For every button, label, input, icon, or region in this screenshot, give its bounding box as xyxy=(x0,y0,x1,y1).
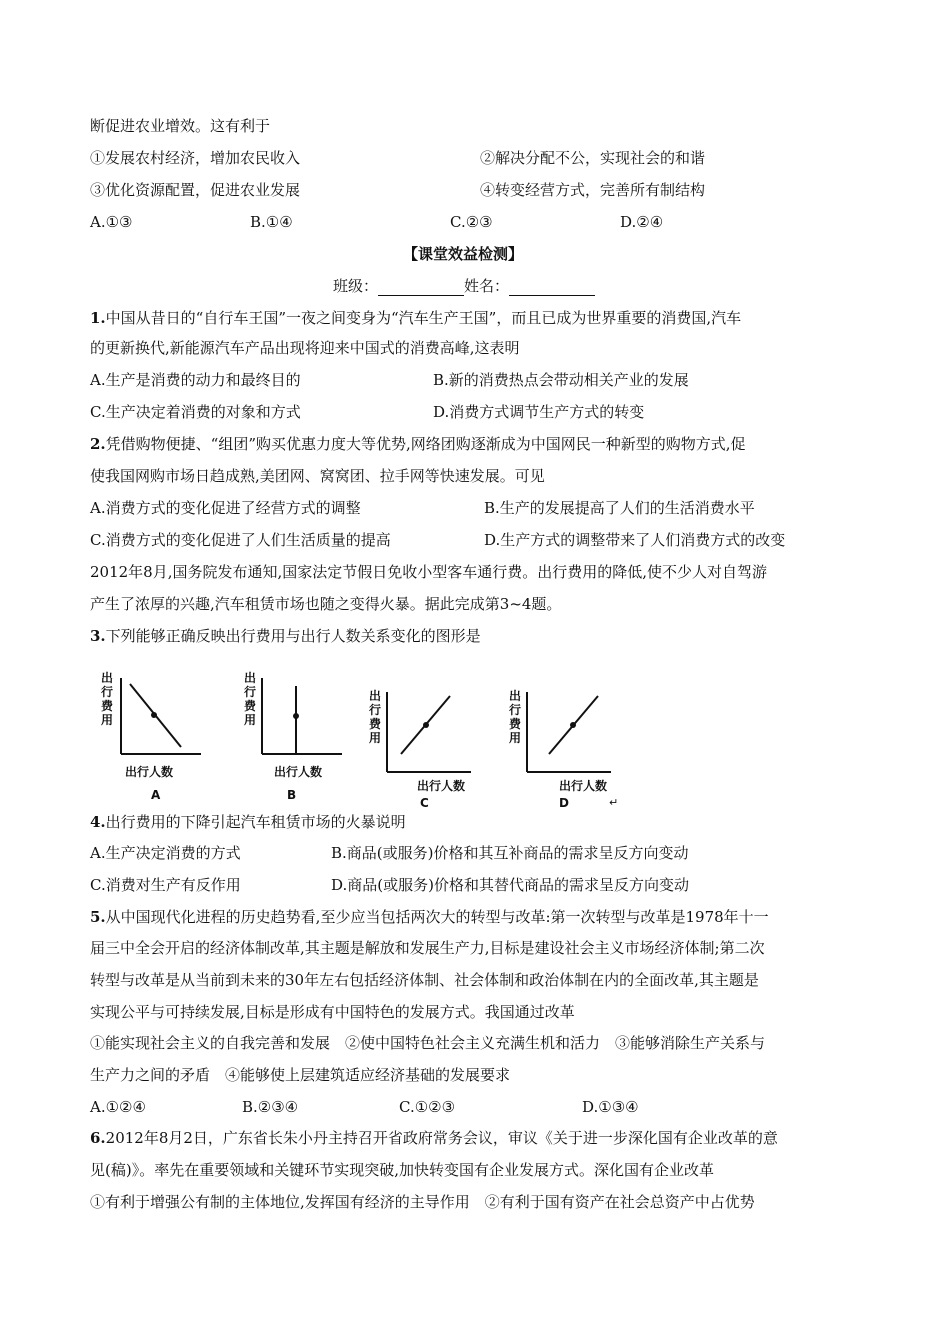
q6-statements-line-1: ①有利于增强公有制的主体地位,发挥国有经济的主导作用 ②有利于国有资产在社会总资产中占优势 xyxy=(90,1193,755,1211)
graph-b xyxy=(240,668,350,810)
class-label: 班级： xyxy=(333,277,379,295)
q5-option-b: B.②③④ xyxy=(242,1098,299,1116)
q5-text-1: 从中国现代化进程的历史趋势看,至少应当包括两次大的转型与改革:第一次转型与改革是1978年十一 xyxy=(105,908,769,926)
q5-number: 5. xyxy=(90,908,106,926)
q5-statements-line-1: ①能实现社会主义的自我完善和发展 ②使中国特色社会主义充满生机和活力 ③能够消除生产关系与 xyxy=(90,1034,766,1052)
q2-text-1: 凭借购物便捷、“组团”购买优惠力度大等优势,网络团购逐渐成为中国网民一种新型的购物方式,促 xyxy=(105,435,746,453)
q1-option-c: C.生产决定着消费的对象和方式 xyxy=(90,403,301,421)
graph-b-y-label-4: 用 xyxy=(244,713,257,727)
graph-a-y-label-3: 费 xyxy=(101,699,114,713)
graph-d-y-label-1: 出 xyxy=(509,689,522,703)
q3-stem xyxy=(90,626,481,646)
graph-b-x-label: 出行人数 xyxy=(274,765,323,779)
q4-stem xyxy=(90,812,406,832)
graph-c-y-label-2: 行 xyxy=(369,703,382,717)
q5-stem-line-4: 实现公平与可持续发展,目标是形成有中国特色的发展方式。我国通过改革 xyxy=(90,1003,575,1021)
graph-b-y-label-1: 出 xyxy=(244,671,257,685)
intro-line-1: 2012年8月,国务院发布通知,国家法定节假日免收小型客车通行费。出行费用的降低,使不少人对自驾游 xyxy=(90,563,768,581)
q2-option-a: A.消费方式的变化促进了经营方式的调整 xyxy=(90,499,361,517)
q1-option-a: A.生产是消费的动力和最终目的 xyxy=(90,371,301,389)
graph-b-letter: B xyxy=(287,788,297,802)
prev-option-1: ①发展农村经济，增加农民收入 xyxy=(90,149,301,167)
q2-option-d: D.生产方式的调整带来了人们消费方式的改变 xyxy=(484,531,786,549)
graph-a-point xyxy=(151,712,157,718)
q4-option-c: C.消费对生产有反作用 xyxy=(90,876,241,894)
q1-number: 1. xyxy=(90,309,106,327)
q6-number: 6. xyxy=(90,1129,106,1147)
graph-d-x-label: 出行人数 xyxy=(559,779,608,793)
q5-stem-line-3: 转型与改革是从当前到未来的30年左右包括经济体制、社会体制和政治体制在内的全面改革,其主题是 xyxy=(90,971,759,989)
prev-choice-d: D.②④ xyxy=(620,213,664,231)
q1-text-1: 中国从昔日的“自行车王国”一夜之间变身为“汽车生产王国”，而且已成为世界重要的消费国,汽车 xyxy=(105,309,742,327)
prev-option-3: ③优化资源配置，促进农业发展 xyxy=(90,181,301,199)
graph-c-point xyxy=(423,722,429,728)
q1-option-d: D.消费方式调节生产方式的转变 xyxy=(433,403,645,421)
q2-stem-line-2: 使我国网购市场日趋成熟,美团网、窝窝团、拉手网等快速发展。可见 xyxy=(90,467,545,485)
graph-d-letter: D xyxy=(559,796,569,810)
name-blank xyxy=(509,279,595,296)
q6-stem-line-1 xyxy=(90,1128,778,1148)
graph-a-y-label-4: 用 xyxy=(101,713,114,727)
q4-text: 出行费用的下降引起汽车租赁市场的火暴说明 xyxy=(105,813,406,831)
prev-option-2: ②解决分配不公，实现社会的和谐 xyxy=(480,149,706,167)
q5-statements-line-2: 生产力之间的矛盾 ④能够使上层建筑适应经济基础的发展要求 xyxy=(90,1066,511,1084)
class-blank xyxy=(378,279,464,296)
graph-c-y-label-3: 费 xyxy=(369,717,382,731)
paragraph-mark: ↵ xyxy=(609,796,619,809)
q4-option-b: B.商品(或服务)价格和其互补商品的需求呈反方向变动 xyxy=(331,844,689,862)
q4-option-a: A.生产决定消费的方式 xyxy=(90,844,241,862)
q5-stem-line-2: 届三中全会开启的经济体制改革,其主题是解放和发展生产力,目标是建设社会主义市场经济体制;第二次 xyxy=(90,939,765,957)
q5-option-c: C.①②③ xyxy=(399,1098,456,1116)
q6-text-1: 2012年8月2日，广东省长朱小丹主持召开省政府常务会议，审议《关于进一步深化国有企业改革的意 xyxy=(105,1129,778,1147)
q4-number: 4. xyxy=(90,813,106,831)
prev-option-4: ④转变经营方式，完善所有制结构 xyxy=(480,181,706,199)
graph-b-y-label-2: 行 xyxy=(244,685,257,699)
class-name-line xyxy=(333,276,595,296)
prev-choice-a: A.①③ xyxy=(90,213,133,231)
q4-option-d: D.商品(或服务)价格和其替代商品的需求呈反方向变动 xyxy=(331,876,689,894)
graph-c-x-label: 出行人数 xyxy=(417,779,466,793)
name-label: 姓名： xyxy=(464,277,510,295)
graph-a-y-label-1: 出 xyxy=(101,671,114,685)
q2-number: 2. xyxy=(90,435,106,453)
prev-choice-b: B.①④ xyxy=(250,213,293,231)
q3-number: 3. xyxy=(90,627,106,645)
q5-option-a: A.①②④ xyxy=(90,1098,146,1116)
graph-d-y-label-3: 费 xyxy=(509,717,522,731)
prev-choice-c: C.②③ xyxy=(450,213,493,231)
q3-text: 下列能够正确反映出行费用与出行人数关系变化的图形是 xyxy=(105,627,481,645)
graph-b-point xyxy=(293,713,299,719)
graph-d xyxy=(505,686,635,816)
graph-c xyxy=(365,686,475,816)
graph-a-x-label: 出行人数 xyxy=(125,765,174,779)
graph-b-y-label-3: 费 xyxy=(244,699,257,713)
q2-option-c: C.消费方式的变化促进了人们生活质量的提高 xyxy=(90,531,391,549)
graph-a-y-label-2: 行 xyxy=(101,685,114,699)
q5-stem-line-1 xyxy=(90,907,769,927)
q1-stem-line-1 xyxy=(90,308,741,328)
q2-stem-line-1 xyxy=(90,434,746,454)
graph-a-letter: A xyxy=(151,788,161,802)
prev-question-stem: 断促进农业增效。这有利于 xyxy=(90,117,271,135)
graph-d-y-label-4: 用 xyxy=(509,731,522,745)
q1-stem-line-2: 的更新换代,新能源汽车产品出现将迎来中国式的消费高峰,这表明 xyxy=(90,339,520,357)
q1-option-b: B.新的消费热点会带动相关产业的发展 xyxy=(433,371,689,389)
graph-c-y-label-4: 用 xyxy=(369,731,382,745)
section-title: 【课堂效益检测】 xyxy=(403,245,524,263)
q2-option-b: B.生产的发展提高了人们的生活消费水平 xyxy=(484,499,755,517)
graph-c-y-label-1: 出 xyxy=(369,689,382,703)
graph-d-point xyxy=(570,722,576,728)
q5-option-d: D.①③④ xyxy=(582,1098,639,1116)
q6-stem-line-2: 见(稿)》。率先在重要领域和关键环节实现突破,加快转变国有企业发展方式。深化国有企业改革 xyxy=(90,1161,714,1179)
graph-c-letter: C xyxy=(420,796,429,810)
graph-d-y-label-2: 行 xyxy=(509,703,522,717)
intro-line-2: 产生了浓厚的兴趣,汽车租赁市场也随之变得火暴。据此完成第3~4题。 xyxy=(90,595,562,613)
graph-a xyxy=(95,668,205,810)
